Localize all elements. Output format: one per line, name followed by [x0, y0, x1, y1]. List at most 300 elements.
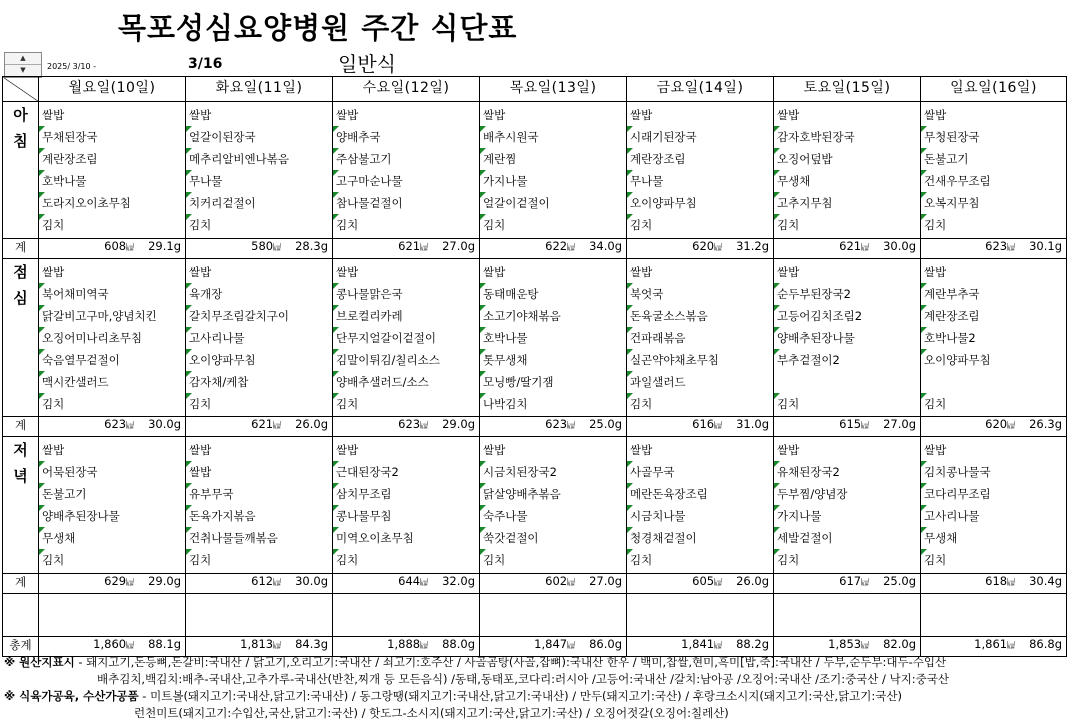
- menu-item: 세발겉절이: [774, 527, 920, 549]
- subtotal-cell: [774, 417, 921, 437]
- menu-item: 김치: [921, 393, 1066, 415]
- menu-item: 콩나물무침: [333, 505, 479, 527]
- menu-item: 김치: [186, 393, 332, 415]
- meal-row: [3, 437, 1067, 574]
- menu-item: 단무지얼갈이겉절이: [333, 327, 479, 349]
- menu-cell: [186, 102, 333, 239]
- menu-item: 육개장: [186, 283, 332, 305]
- kcal-value: 608㎉: [104, 239, 135, 253]
- grams-value: 30.0g: [295, 574, 328, 588]
- menu-items: [186, 437, 332, 571]
- blank-cell: [480, 594, 627, 637]
- menu-cell: [921, 102, 1067, 239]
- menu-item: 고사리나물: [186, 327, 332, 349]
- kcal-unit: ㎉: [420, 641, 429, 650]
- subtotal-cell: [774, 574, 921, 594]
- kcal-unit: ㎉: [567, 578, 576, 587]
- menu-item: 무청된장국: [921, 126, 1066, 148]
- menu-item: 김치: [627, 393, 773, 415]
- kcal-value: 616㎉: [692, 417, 723, 431]
- menu-item: 김치: [774, 549, 920, 571]
- menu-item: 쌀밥: [924, 443, 947, 457]
- subtotal-cell: [333, 417, 480, 437]
- day-header: 월요일(10일): [39, 77, 186, 102]
- menu-item: 김치: [39, 393, 185, 415]
- menu-cell: [627, 259, 774, 417]
- kcal-unit: ㎉: [126, 578, 135, 587]
- menu-item: 쌀밥: [630, 443, 653, 457]
- subtotal-cell: [627, 417, 774, 437]
- weekly-menu-table: [2, 76, 1067, 657]
- menu-items: [627, 437, 773, 571]
- menu-items: [333, 437, 479, 571]
- menu-item: 무채된장국: [39, 126, 185, 148]
- grams-value: 30.0g: [148, 417, 181, 431]
- menu-item: 북어채미역국: [39, 283, 185, 305]
- kcal-unit: ㎉: [567, 243, 576, 252]
- corner-cell: [3, 77, 39, 102]
- menu-item: 호박나물: [39, 170, 185, 192]
- menu-cell: [333, 259, 480, 417]
- subtotal-label: 계: [3, 239, 39, 259]
- menu-items: [186, 102, 332, 236]
- menu-item: 쌀밥: [42, 265, 65, 279]
- grams-value: 31.2g: [736, 239, 769, 253]
- menu-item: 김치: [774, 214, 920, 236]
- kcal-value: 1,847㎉: [534, 637, 576, 651]
- menu-cell: [774, 259, 921, 417]
- menu-item: 김치: [627, 549, 773, 571]
- menu-item: 김치: [39, 214, 185, 236]
- origin-note-line1: ※ 원산지표시 - 돼지고기,돈등뼈,돈갈비:국내산 / 닭고기,오리고기:국내산 / 쇠고기:호주산 / 사골곰탕(사골,잡뼈):국내산 한우 / 백미,찹쌀,현미,흑미[밥,죽]:국내산 / 두부,순두부:대두-수입산: [4, 655, 947, 669]
- grams-value: 30.1g: [1029, 239, 1062, 253]
- meal-label-char: 아: [13, 106, 28, 124]
- grams-value: 29.1g: [148, 239, 181, 253]
- subtotal-cell: [186, 239, 333, 259]
- menu-item: 호박나물2: [921, 327, 1066, 349]
- menu-item: 브로컬리카레: [333, 305, 479, 327]
- menu-item: 부추겉절이2: [774, 349, 920, 371]
- menu-item: 오이양파무침: [921, 349, 1066, 371]
- kcal-unit: ㎉: [861, 578, 870, 587]
- menu-item: 감자호박된장국: [774, 126, 920, 148]
- menu-item: 실곤약야채초무침: [627, 349, 773, 371]
- kcal-unit: ㎉: [273, 243, 282, 252]
- menu-cell: [39, 259, 186, 417]
- menu-item: 쌀밥: [42, 108, 65, 122]
- menu-item: 유부무국: [186, 483, 332, 505]
- kcal-unit: ㎉: [714, 243, 723, 252]
- menu-item: 참나물겉절이: [333, 192, 479, 214]
- blank-cell: [186, 594, 333, 637]
- menu-item: 북엇국: [627, 283, 773, 305]
- menu-item: 가지나물: [480, 170, 626, 192]
- spinner-up-icon[interactable]: ▲: [5, 53, 41, 65]
- kcal-unit: ㎉: [126, 243, 135, 252]
- kcal-value: 618㎉: [985, 574, 1016, 588]
- kcal-value: 629㎉: [104, 574, 135, 588]
- menu-item: 건새우무조림: [921, 170, 1066, 192]
- menu-item: 고추지무침: [774, 192, 920, 214]
- grams-value: 86.0g: [589, 637, 622, 651]
- menu-item: 사골무국: [627, 461, 773, 483]
- day-header: 일요일(16일): [921, 77, 1067, 102]
- menu-item: 김치: [186, 549, 332, 571]
- menu-item: 쌀밥: [483, 443, 506, 457]
- menu-item: 김치: [333, 393, 479, 415]
- grams-value: 88.0g: [442, 637, 475, 651]
- subtotal-cell: [774, 239, 921, 259]
- meal-row: [3, 102, 1067, 239]
- menu-cell: [774, 437, 921, 574]
- grams-value: 32.0g: [442, 574, 475, 588]
- day-header: 화요일(11일): [186, 77, 333, 102]
- grams-value: 30.0g: [883, 239, 916, 253]
- kcal-unit: ㎉: [126, 421, 135, 430]
- menu-items: [39, 102, 185, 236]
- origin-note-line2: 배추김치,백김치:배추-국내산,고추가루-국내산(반찬,찌개 등 모든음식) /동태,동태포,코다리:러시아 /고등어:국내산 /갈치:남아공 /오징어:국내산 /조기:중국산 / 낙지:중국산: [97, 672, 950, 686]
- kcal-value: 621㎉: [839, 239, 870, 253]
- kcal-value: 623㎉: [985, 239, 1016, 253]
- grams-value: 30.4g: [1029, 574, 1062, 588]
- menu-item: 감자채/케찹: [186, 371, 332, 393]
- menu-item: 청경채겉절이: [627, 527, 773, 549]
- date-start: 2025/ 3/10 -: [47, 62, 96, 71]
- menu-item: 쌀밥: [186, 461, 332, 483]
- menu-item: 치커리겉절이: [186, 192, 332, 214]
- blank-cell: [3, 594, 39, 637]
- kcal-unit: ㎉: [273, 421, 282, 430]
- subtotal-cell: [333, 574, 480, 594]
- menu-item: 건파래볶음: [627, 327, 773, 349]
- menu-item: 김치: [774, 393, 920, 415]
- menu-item: 양배추샐러드/소스: [333, 371, 479, 393]
- menu-item: 김치: [186, 214, 332, 236]
- menu-items: [39, 437, 185, 571]
- menu-item: 쌀밥: [777, 443, 800, 457]
- menu-item: 얼갈이된장국: [186, 126, 332, 148]
- kcal-value: 602㎉: [545, 574, 576, 588]
- menu-item: 무생채: [774, 170, 920, 192]
- menu-item: 쌀밥: [630, 265, 653, 279]
- grams-value: 27.0g: [589, 574, 622, 588]
- menu-cell: [921, 259, 1067, 417]
- menu-item: 오이양파무침: [186, 349, 332, 371]
- menu-item: 쌀밥: [777, 265, 800, 279]
- subtotal-cell: [627, 574, 774, 594]
- menu-items: [480, 102, 626, 236]
- grams-value: 86.8g: [1029, 637, 1062, 651]
- menu-item: 쌀밥: [924, 108, 947, 122]
- menu-item: 쌀밥: [483, 108, 506, 122]
- meal-label: [3, 102, 39, 239]
- menu-item: 계란찜: [480, 148, 626, 170]
- menu-items: [921, 102, 1066, 236]
- kcal-value: 622㎉: [545, 239, 576, 253]
- kcal-value: 623㎉: [545, 417, 576, 431]
- menu-item: 호박나물: [480, 327, 626, 349]
- menu-item: 쌀밥: [189, 443, 212, 457]
- menu-item: 김치: [333, 214, 479, 236]
- kcal-unit: ㎉: [1007, 578, 1016, 587]
- meal-label-char: 녁: [13, 467, 28, 485]
- menu-item: 숙음열무겉절이: [39, 349, 185, 371]
- grams-value: 29.0g: [442, 417, 475, 431]
- kcal-value: 1,861㎉: [974, 637, 1016, 651]
- menu-item: [774, 371, 920, 393]
- blank-cell: [333, 594, 480, 637]
- subtotal-label: 계: [3, 574, 39, 594]
- grams-value: 84.3g: [295, 637, 328, 651]
- menu-item: 돈불고기: [39, 483, 185, 505]
- menu-item: 양배추된장나물: [774, 327, 920, 349]
- kcal-value: 612㎉: [251, 574, 282, 588]
- menu-cell: [921, 437, 1067, 574]
- page-title: 목포성심요양병원 주간 식단표: [118, 11, 518, 45]
- grams-value: 26.0g: [295, 417, 328, 431]
- menu-item: 오징어덮밥: [774, 148, 920, 170]
- meal-row: [3, 259, 1067, 417]
- meal-label: [3, 437, 39, 574]
- menu-item: 주삼불고기: [333, 148, 479, 170]
- menu-item: 쌀밥: [777, 108, 800, 122]
- menu-item: 김치콩나물국: [921, 461, 1066, 483]
- menu-items: [480, 437, 626, 571]
- menu-item: 김치: [480, 214, 626, 236]
- menu-item: 배추시원국: [480, 126, 626, 148]
- kcal-unit: ㎉: [861, 641, 870, 650]
- menu-cell: [333, 102, 480, 239]
- grams-value: 88.1g: [148, 637, 181, 651]
- menu-item: 오이양파무침: [627, 192, 773, 214]
- menu-item: 콩나물맑은국: [333, 283, 479, 305]
- blank-cell: [921, 594, 1067, 637]
- subtotal-cell: [186, 417, 333, 437]
- subtotal-cell: [39, 574, 186, 594]
- menu-item: 건취나물들깨볶음: [186, 527, 332, 549]
- menu-item: 김말이튀김/칠리소스: [333, 349, 479, 371]
- menu-item: 김치: [333, 549, 479, 571]
- menu-item: 메추리알비엔나볶음: [186, 148, 332, 170]
- processed-note-header: ※ 식육가공육, 수산가공품: [4, 689, 139, 703]
- menu-item: 김치: [39, 549, 185, 571]
- menu-item: 과일샐러드: [627, 371, 773, 393]
- origin-note-header: ※ 원산지표시: [4, 655, 75, 669]
- menu-item: 쌀밥: [630, 108, 653, 122]
- kcal-unit: ㎉: [273, 578, 282, 587]
- menu-item: 고구마순나물: [333, 170, 479, 192]
- grams-value: 28.3g: [295, 239, 328, 253]
- menu-item: 쌀밥: [336, 108, 359, 122]
- menu-item: 계란부추국: [921, 283, 1066, 305]
- grams-value: 26.3g: [1029, 417, 1062, 431]
- menu-item: 미역오이초무침: [333, 527, 479, 549]
- menu-cell: [480, 102, 627, 239]
- menu-item: 김치: [627, 214, 773, 236]
- menu-item: 숙주나물: [480, 505, 626, 527]
- blank-cell: [627, 594, 774, 637]
- menu-item: 가지나물: [774, 505, 920, 527]
- kcal-value: 1,813㎉: [240, 637, 282, 651]
- menu-item: 오징어미나리초무침: [39, 327, 185, 349]
- grams-value: 27.0g: [442, 239, 475, 253]
- menu-item: 돈육굴소스볶음: [627, 305, 773, 327]
- blank-cell: [774, 594, 921, 637]
- kcal-value: 615㎉: [839, 417, 870, 431]
- subtotal-cell: [627, 239, 774, 259]
- menu-items: [774, 437, 920, 571]
- kcal-value: 621㎉: [251, 417, 282, 431]
- menu-item: 시래기된장국: [627, 126, 773, 148]
- kcal-unit: ㎉: [126, 641, 135, 650]
- menu-item: 닭살양배추볶음: [480, 483, 626, 505]
- menu-item: 나박김치: [480, 393, 626, 415]
- menu-item: 무생채: [921, 527, 1066, 549]
- meal-label: [3, 259, 39, 417]
- grams-value: 34.0g: [589, 239, 622, 253]
- kcal-value: 1,860㎉: [93, 637, 135, 651]
- subtotal-cell: [921, 574, 1067, 594]
- grams-value: 31.0g: [736, 417, 769, 431]
- menu-items: [480, 259, 626, 415]
- subtotal-row: [3, 417, 1067, 437]
- menu-item: 쌀밥: [336, 265, 359, 279]
- grams-value: 88.2g: [736, 637, 769, 651]
- kcal-value: 620㎉: [985, 417, 1016, 431]
- kcal-value: 580㎉: [251, 239, 282, 253]
- meal-label-char: 저: [13, 441, 28, 459]
- subtotal-row: [3, 239, 1067, 259]
- kcal-unit: ㎉: [1007, 243, 1016, 252]
- kcal-value: 1,853㎉: [828, 637, 870, 651]
- grand-total-label: 총계: [3, 637, 39, 657]
- menu-item: 쌀밥: [42, 443, 65, 457]
- menu-item: 무나물: [627, 170, 773, 192]
- kcal-unit: ㎉: [714, 578, 723, 587]
- menu-item: 고사리나물: [921, 505, 1066, 527]
- notes: [4, 654, 949, 722]
- kcal-value: 1,888㎉: [387, 637, 429, 651]
- kcal-value: 623㎉: [104, 417, 135, 431]
- grams-value: 25.0g: [589, 417, 622, 431]
- menu-item: 계란장조림: [39, 148, 185, 170]
- meal-label-char: 침: [13, 132, 28, 150]
- grams-value: 26.0g: [736, 574, 769, 588]
- menu-item: 시금치나물: [627, 505, 773, 527]
- subtotal-cell: [480, 239, 627, 259]
- menu-item: 돈육가지볶음: [186, 505, 332, 527]
- menu-cell: [627, 102, 774, 239]
- kcal-unit: ㎉: [273, 641, 282, 650]
- menu-item: 톳무생채: [480, 349, 626, 371]
- menu-item: 유채된장국2: [774, 461, 920, 483]
- menu-item: 계란장조림: [627, 148, 773, 170]
- menu-cell: [480, 259, 627, 417]
- menu-items: [774, 259, 920, 415]
- day-header: 목요일(13일): [480, 77, 627, 102]
- kcal-unit: ㎉: [861, 421, 870, 430]
- menu-cell: [186, 437, 333, 574]
- menu-item: 소고기야채볶음: [480, 305, 626, 327]
- menu-items: [333, 102, 479, 236]
- menu-item: 코다리무조림: [921, 483, 1066, 505]
- menu-item: 근대된장국2: [333, 461, 479, 483]
- menu-item: 쌀밥: [189, 108, 212, 122]
- menu-item: 시금치된장국2: [480, 461, 626, 483]
- processed-note-line1: ※ 식육가공육, 수산가공품 - 미트볼(돼지고기:국내산,닭고기:국내산) / 동그랑땡(돼지고기:국내산,닭고기:국내산) / 만두(돼지고기:국산) / 후랑크소시지(돼지고기:국산,닭고기:국산): [4, 689, 902, 703]
- kcal-unit: ㎉: [567, 641, 576, 650]
- kcal-unit: ㎉: [714, 421, 723, 430]
- kcal-unit: ㎉: [420, 578, 429, 587]
- menu-item: 모닝빵/딸기잼: [480, 371, 626, 393]
- kcal-value: 1,841㎉: [681, 637, 723, 651]
- menu-cell: [39, 102, 186, 239]
- processed-note-line2: 런천미트(돼지고기:수입산,국산,닭고기:국산) / 핫도그-소시지(돼지고기:국산,닭고기:국산) / 오징어젓갈(오징어:칠레산): [134, 706, 729, 720]
- subtotal-cell: [186, 574, 333, 594]
- kcal-value: 644㎉: [398, 574, 429, 588]
- kcal-unit: ㎉: [1007, 641, 1016, 650]
- menu-item: 쌀밥: [189, 265, 212, 279]
- menu-items: [39, 259, 185, 415]
- date-end: 3/16: [188, 56, 223, 72]
- menu-items: [333, 259, 479, 415]
- kcal-value: 621㎉: [398, 239, 429, 253]
- kcal-value: 620㎉: [692, 239, 723, 253]
- menu-items: [627, 259, 773, 415]
- blank-row: [3, 594, 1067, 637]
- menu-item: 양배추국: [333, 126, 479, 148]
- menu-item: 동태매운탕: [480, 283, 626, 305]
- menu-item: 어묵된장국: [39, 461, 185, 483]
- subtotal-cell: [39, 239, 186, 259]
- subtotal-cell: [480, 574, 627, 594]
- spinner-down-icon[interactable]: ▼: [20, 66, 26, 74]
- menu-item: 갈치무조림갈치구이: [186, 305, 332, 327]
- menu-items: [921, 437, 1066, 571]
- menu-item: 쑥갓겉절이: [480, 527, 626, 549]
- subtotal-label: 계: [3, 417, 39, 437]
- menu-item: 오복지무침: [921, 192, 1066, 214]
- menu-items: [921, 259, 1066, 415]
- day-header: 토요일(15일): [774, 77, 921, 102]
- menu-cell: [333, 437, 480, 574]
- menu-items: [627, 102, 773, 236]
- blank-cell: [39, 594, 186, 637]
- menu-item: 무나물: [186, 170, 332, 192]
- menu-item: 김치: [921, 214, 1066, 236]
- day-header-row: [3, 77, 1067, 102]
- menu-item: 쌀밥: [483, 265, 506, 279]
- menu-cell: [627, 437, 774, 574]
- menu-items: [774, 102, 920, 236]
- subtotal-cell: [333, 239, 480, 259]
- kcal-value: 623㎉: [398, 417, 429, 431]
- subtotal-cell: [921, 417, 1067, 437]
- kcal-unit: ㎉: [567, 421, 576, 430]
- date-spinner[interactable]: [4, 52, 42, 78]
- menu-item: 양배추된장나물: [39, 505, 185, 527]
- menu-item: 메란돈육장조림: [627, 483, 773, 505]
- kcal-unit: ㎉: [420, 243, 429, 252]
- meal-label-char: 점: [13, 263, 28, 281]
- menu-item: 무생채: [39, 527, 185, 549]
- menu-item: 닭갈비고구마,양념치킨: [39, 305, 185, 327]
- menu-item: 김치: [921, 549, 1066, 571]
- menu-item: 순두부된장국2: [774, 283, 920, 305]
- kcal-value: 605㎉: [692, 574, 723, 588]
- grams-value: 29.0g: [148, 574, 181, 588]
- menu-items: [186, 259, 332, 415]
